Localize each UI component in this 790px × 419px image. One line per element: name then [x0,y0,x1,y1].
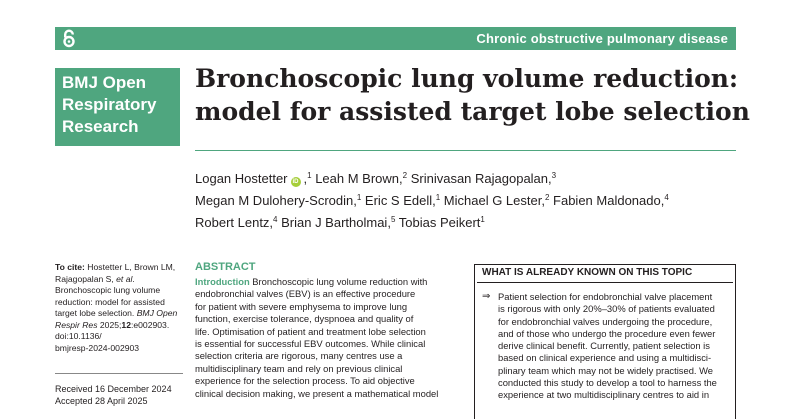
abstract-line: endobronchial valves (EBV) is an effective procedure [195,288,416,300]
cite-text: Hostetter L, Brown LM, [84,262,176,272]
abstract-line: function, exercise tolerance, dyspnoea and quality of [195,313,414,325]
bullet-arrow-icon: ⇒ [482,291,491,302]
affiliation-mark: 5 [390,215,396,224]
known-line: derive clinical benefit. Currently, patient selection is [498,340,710,352]
cite-line [55,308,185,320]
author-name: Megan M Dulohery-Scrodin, [195,193,357,208]
cite-text: . [132,273,135,284]
title-line: Bronchoscopic lung volume reduction: [195,64,739,93]
title-divider [195,150,736,151]
known-line: plinary team which may not be widely practised. We [498,364,714,376]
cite-text: Rajagopalan S, [55,273,117,284]
author-name: Fabien Maldonado, [549,193,665,208]
affiliation-mark: 2 [544,193,550,202]
abstract-heading: ABSTRACT [195,261,256,273]
cite-label: To cite: [55,262,85,272]
abstract-line: clinical decision making, we present a mathematical model [195,387,439,399]
cite-doi[interactable]: bmjresp-2024-002903 [55,342,140,353]
abstract-line: selection criteria are rigorous, many centres use a [195,350,403,362]
cite-journal: BMJ Open [136,308,178,318]
author-name: Robert Lentz, [195,215,274,230]
abstract-line: multidisciplinary team and rely on previous clinical [195,362,403,374]
cite-text: 2025; [97,319,122,330]
abstract-line [195,276,438,288]
known-line: conducted this study to develop a tool to harness the [498,377,717,389]
received-date: Received 16 December 2024 [55,384,172,394]
affiliation-mark: 3 [551,171,557,180]
cite-journal: Respir Res [55,319,98,330]
cite-volume: 12 [121,319,131,330]
author-name: Srinivasan Rajagopalan, [407,171,552,186]
author-name: Leah M Brown, [311,171,403,186]
author-name: Eric S Edell, [361,193,436,208]
article-dates [55,383,172,407]
section-label: Chronic obstructive pulmonary disease [476,31,728,46]
cite-line [55,262,185,274]
known-topic-heading: WHAT IS ALREADY KNOWN ON THIS TOPIC [482,267,693,278]
cite-text: :e002903. [130,319,170,330]
orcid-icon[interactable]: iD [292,179,299,185]
known-line: for endobronchial valves undergoing the procedure, [498,315,713,327]
cite-text: et al [116,273,133,284]
affiliation-mark: 1 [435,193,441,202]
abstract-line: experience for the selection process. To aid objective [195,375,415,387]
author-name: Tobias Peikert [395,215,481,230]
cite-divider [55,373,183,374]
affiliation-mark: 2 [402,171,408,180]
author-line [195,166,669,188]
author-line [195,188,669,210]
cite-doi[interactable]: doi:10.1136/ [55,331,102,341]
author-separator: , [303,171,308,186]
affiliation-mark: 1 [480,215,485,224]
affiliation-mark: 1 [356,193,362,202]
abstract-line: life. Optimisation of patient and treatment lobe selection [195,325,426,337]
author-name: Michael G Lester, [440,193,545,208]
open-access-icon [62,29,76,48]
author-name[interactable]: Logan Hostetter [195,171,288,186]
journal-name-line: BMJ Open [62,73,147,92]
journal-logo [55,68,180,146]
citation-block [55,262,185,354]
cite-line [55,320,185,332]
known-line: and of those who undergo the procedure even fewer [498,327,716,339]
journal-name-line: Respiratory [62,95,157,114]
author-line [195,210,669,232]
cite-line: Bronchoscopic lung volume [55,285,161,295]
cite-line: reduction: model for assisted [55,296,165,307]
affiliation-mark: 4 [664,193,669,202]
author-name: Brian J Bartholmai, [277,215,391,230]
known-topic-divider [477,282,733,283]
section-banner [55,27,736,50]
abstract-line: is essential for successful EBV outcomes. While clinical [195,338,426,350]
journal-name-line: Research [62,117,139,136]
known-topic-text [498,291,717,402]
abstract-body [195,276,438,400]
article-title [195,62,755,128]
cite-line [55,274,185,286]
author-list [195,166,669,232]
affiliation-mark: 1 [307,171,312,180]
known-line: is rigorous with only 20%–30% of patients evaluated [498,303,715,315]
title-line: model for assisted target lobe selection [195,97,750,126]
abstract-text: Bronchoscopic lung volume reduction with [249,276,428,287]
known-line: experience at two multidisciplinary centres to aid in [498,389,710,401]
known-line: Patient selection for endobronchial valve placement [498,291,713,302]
cite-text: target lobe selection. [55,308,137,318]
affiliation-mark: 4 [273,215,278,224]
abstract-line: for patient with severe emphysema to improve lung [195,300,408,312]
abstract-intro-label: Introduction [195,276,250,287]
accepted-date: Accepted 28 April 2025 [55,396,148,406]
known-line: based on clinical experience and using a multidisci- [498,352,712,364]
